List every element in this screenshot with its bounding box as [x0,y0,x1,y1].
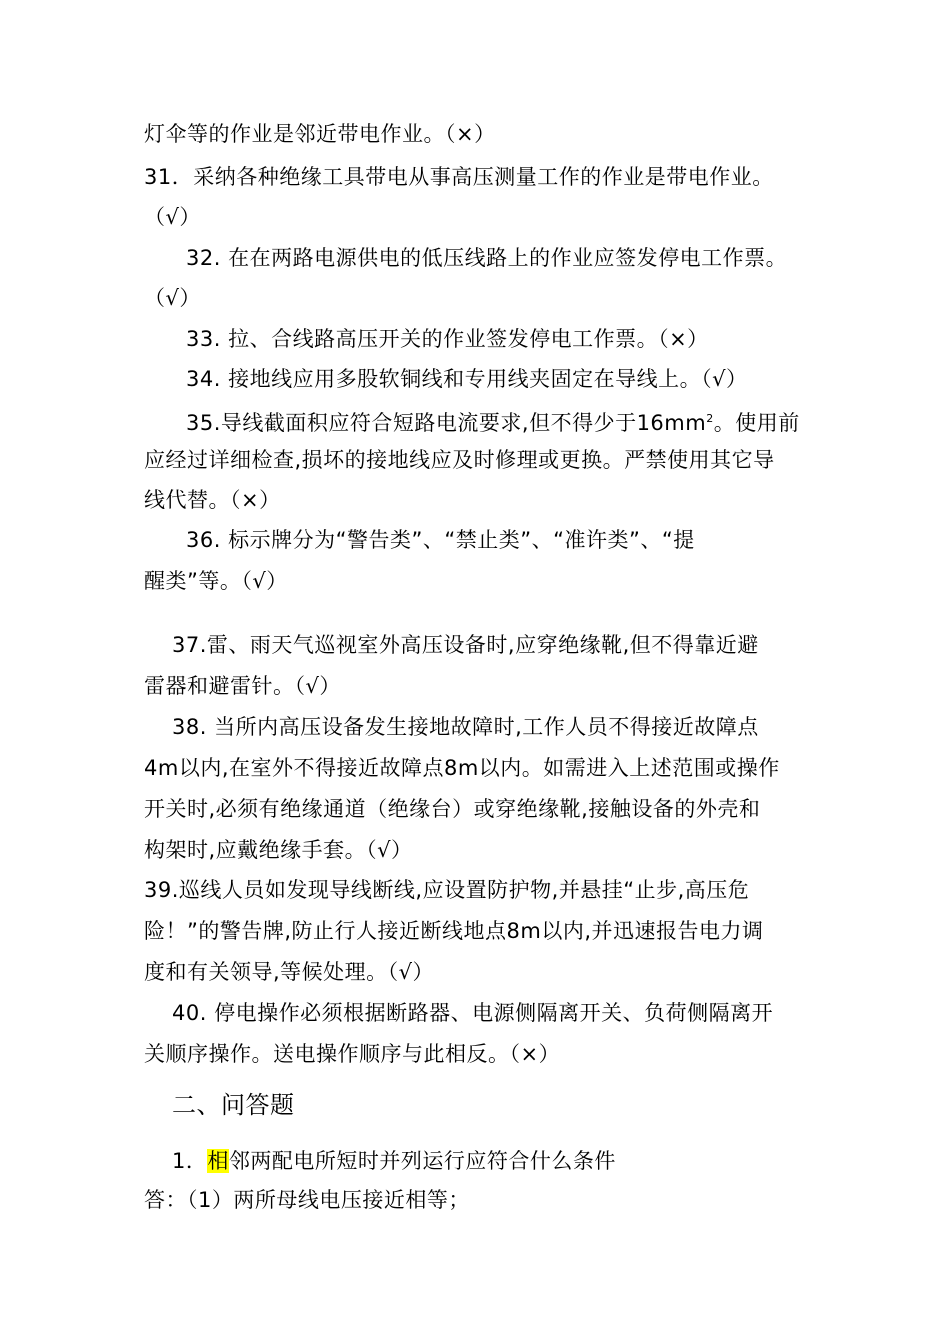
item-35-text-3: 线代替。（×） [144,488,281,512]
item-40-text: 40. 停电操作必须根据断路器、电源侧隔离开关、负荷侧隔离开 [172,1001,774,1025]
item-31-text: 31．采纳各种绝缘工具带电从事高压测量工作的作业是带电作业。 [144,165,774,189]
answer-1: 答：（1）两所母线电压接近相等； [144,1188,470,1212]
item-39-text: 39.巡线人员如发现导线断线,应设置防护物,并悬挂“止步,高压危 [144,878,750,902]
item-40-text-2: 关顺序操作。送电操作顺序与此相反。（×） [144,1042,561,1066]
item-36-text: 36. 标示牌分为“警告类”、“禁止类”、“准许类”、“提 [186,528,695,552]
item-35-text-2: 应经过详细检查,损坏的接地线应及时修理或更换。严禁使用其它导 [144,448,775,472]
item-33-text: 33. 拉、合线路高压开关的作业签发停电工作票。（×） [186,327,709,351]
item-37-text: 37.雷、雨天气巡视室外高压设备时,应穿绝缘靴,但不得靠近避 [172,633,759,657]
item-38-text: 38. 当所内高压设备发生接地故障时,工作人员不得接近故障点 [172,715,759,739]
item-35-text-b: 。使用前 [713,411,800,435]
highlighted-text: 相 [207,1149,229,1173]
item-32-answer: （√） [144,286,201,310]
item-36-text-2: 醒类”等。（√） [144,569,288,593]
item-39-text-2: 险！”的警告牌,防止行人接近断线地点8m以内,并迅速报告电力调 [144,919,764,943]
item-38-text-2: 4m以内,在室外不得接近故障点8m以内。如需进入上述范围或操作 [144,756,780,780]
item-39-text-3: 度和有关领导,等候处理。（√） [144,960,435,984]
question-1 [172,1148,616,1174]
item-32-text: 32. 在在两路电源供电的低压线路上的作业应签发停电工作票。 [186,246,788,270]
question-1-number: 1． [172,1149,208,1173]
item-31-answer: （√） [144,205,201,229]
item-35-text [186,406,800,436]
item-38-text-3: 开关时,必须有绝缘通道（绝缘台）或穿绝缘靴,接触设备的外壳和 [144,797,761,821]
item-34-text: 34. 接地线应用多股软铜线和专用线夹固定在导线上。（√） [186,367,748,391]
question-1-text: 邻两配电所短时并列运行应符合什么条件 [228,1149,616,1173]
item-38-text-4: 构架时,应戴绝缘手套。（√） [144,838,413,862]
text-line: 灯伞等的作业是邻近带电作业。（×） [144,122,496,146]
item-35-text-a: 35.导线截面积应符合短路电流要求,但不得少于16mm [186,411,707,435]
item-37-text-2: 雷器和避雷针。（√） [144,674,341,698]
section-heading: 二、问答题 [172,1091,295,1119]
superscript-2: 2 [706,412,714,425]
